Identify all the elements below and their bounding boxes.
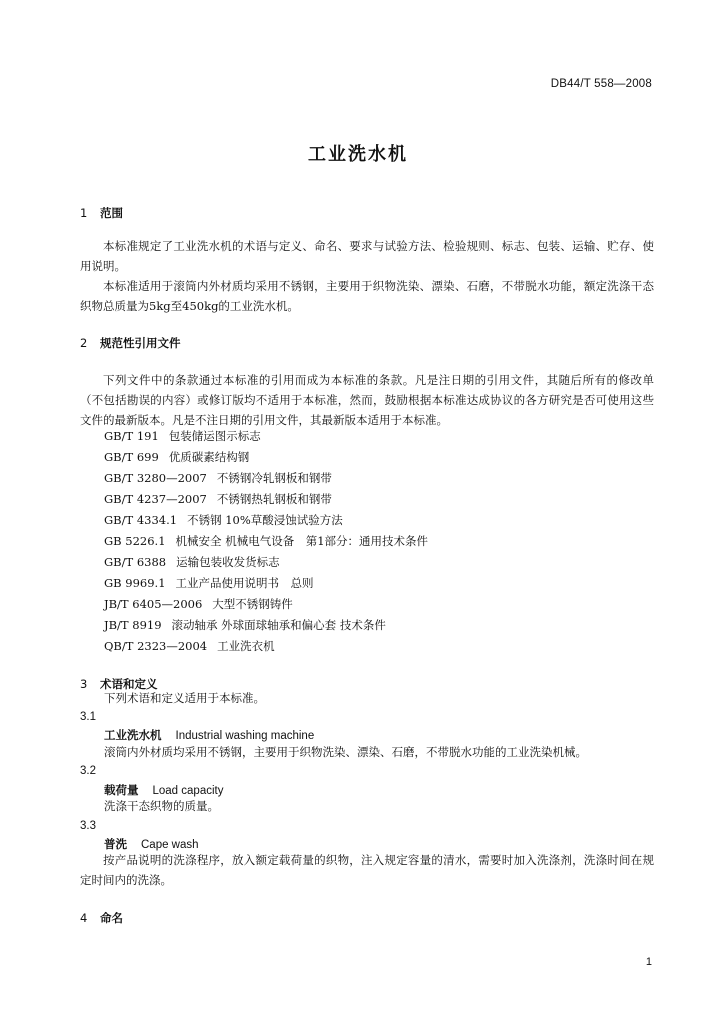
scope-paragraph: 本标准规定了工业洗水机的术语与定义、命名、要求与试验方法、检验规则、标志、包装、运输、贮存、使用说明。 bbox=[80, 239, 654, 273]
reference-title: 优质碳素结构钢 bbox=[168, 450, 250, 464]
term-name-zh: 普洗 bbox=[104, 837, 127, 851]
reference-item bbox=[104, 449, 249, 465]
section-heading-scope bbox=[80, 205, 123, 221]
reference-code: GB/T 3280—2007 bbox=[104, 471, 207, 485]
section-number: 4 bbox=[80, 911, 88, 925]
term-definition: 滚筒内外材质均采用不锈钢，主要用于织物洗染、漂染、石磨，不带脱水功能的工业洗染机械。 bbox=[104, 745, 587, 759]
section-title: 术语和定义 bbox=[100, 677, 158, 691]
terms-intro: 下列术语和定义适用于本标准。 bbox=[104, 691, 265, 705]
reference-title: 机械安全 机械电气设备 第1部分：通用技术条件 bbox=[175, 534, 429, 548]
reference-code: JB/T 6405—2006 bbox=[104, 597, 203, 611]
reference-item bbox=[104, 638, 275, 654]
references-intro-paragraph: 下列文件中的条款通过本标准的引用而成为本标准的条款。凡是注日期的引用文件，其随后所有的修改单（不包括勘误的内容）或修订版均不适用于本标准，然而，鼓励根据本标准达成协议的各方研究是否可使用这些文件的最新版本。凡是不注日期的引用文件，其最新版本适用于本标准。 bbox=[80, 373, 654, 427]
reference-title: 不锈钢 10%草酸浸蚀试验方法 bbox=[187, 513, 343, 527]
reference-title: 不锈钢冷轧钢板和钢带 bbox=[216, 471, 332, 485]
term-name-en: Cape wash bbox=[141, 839, 199, 851]
reference-item bbox=[104, 512, 343, 528]
reference-code: GB 5226.1 bbox=[104, 534, 166, 548]
reference-item bbox=[104, 596, 293, 612]
reference-code: GB/T 4334.1 bbox=[104, 513, 178, 527]
reference-code: QB/T 2323—2004 bbox=[104, 639, 208, 653]
section-title: 范围 bbox=[100, 206, 123, 220]
term-name-zh: 工业洗水机 bbox=[104, 728, 162, 742]
reference-code: GB/T 699 bbox=[104, 450, 159, 464]
reference-code: GB/T 6388 bbox=[104, 555, 167, 569]
reference-item bbox=[104, 575, 314, 591]
section-heading-normative-references bbox=[80, 335, 181, 351]
term-name bbox=[104, 727, 314, 743]
reference-title: 包装储运图示标志 bbox=[168, 429, 261, 443]
reference-code: GB/T 4237—2007 bbox=[104, 492, 207, 506]
term-name-en: Industrial washing machine bbox=[175, 730, 315, 742]
section-heading-naming bbox=[80, 910, 123, 926]
reference-code: GB 9969.1 bbox=[104, 576, 166, 590]
reference-title: 不锈钢热轧钢板和钢带 bbox=[216, 492, 332, 506]
term-number: 3.3 bbox=[80, 820, 96, 832]
section-title: 命名 bbox=[100, 911, 123, 925]
reference-item bbox=[104, 617, 386, 633]
reference-item bbox=[104, 491, 332, 507]
section-number: 1 bbox=[80, 206, 88, 220]
term-name bbox=[104, 782, 223, 798]
reference-item bbox=[104, 428, 261, 444]
reference-title: 运输包装收发货标志 bbox=[176, 555, 280, 569]
term-name-en: Load capacity bbox=[152, 785, 224, 797]
reference-item bbox=[104, 554, 280, 570]
document-title: 工业洗水机 bbox=[308, 144, 408, 165]
standard-number: DB44/T 558—2008 bbox=[550, 78, 652, 90]
section-number: 3 bbox=[80, 677, 88, 691]
reference-title: 滚动轴承 外球面球轴承和偏心套 技术条件 bbox=[171, 618, 386, 632]
term-name-zh: 载荷量 bbox=[104, 783, 139, 797]
reference-code: GB/T 191 bbox=[104, 429, 159, 443]
term-definition: 按产品说明的洗涤程序，放入额定载荷量的织物，注入规定容量的清水，需要时加入洗涤剂，洗涤时间在规定时间内的洗涤。 bbox=[80, 853, 654, 887]
term-definition: 洗涤干态织物的质量。 bbox=[104, 799, 219, 813]
term-number: 3.1 bbox=[80, 711, 96, 723]
reference-item bbox=[104, 470, 332, 486]
section-number: 2 bbox=[80, 336, 88, 350]
reference-title: 工业产品使用说明书 总则 bbox=[175, 576, 314, 590]
scope-paragraph: 本标准适用于滚筒内外材质均采用不锈钢，主要用于织物洗染、漂染、石磨，不带脱水功能，额定洗涤干态织物总质量为5kg至450kg的工业洗水机。 bbox=[80, 279, 654, 313]
reference-item bbox=[104, 533, 428, 549]
reference-code: JB/T 8919 bbox=[104, 618, 162, 632]
reference-title: 工业洗衣机 bbox=[217, 639, 275, 653]
term-number: 3.2 bbox=[80, 765, 96, 777]
page-number: 1 bbox=[645, 956, 652, 968]
reference-title: 大型不锈钢铸件 bbox=[212, 597, 293, 611]
section-title: 规范性引用文件 bbox=[100, 336, 181, 350]
